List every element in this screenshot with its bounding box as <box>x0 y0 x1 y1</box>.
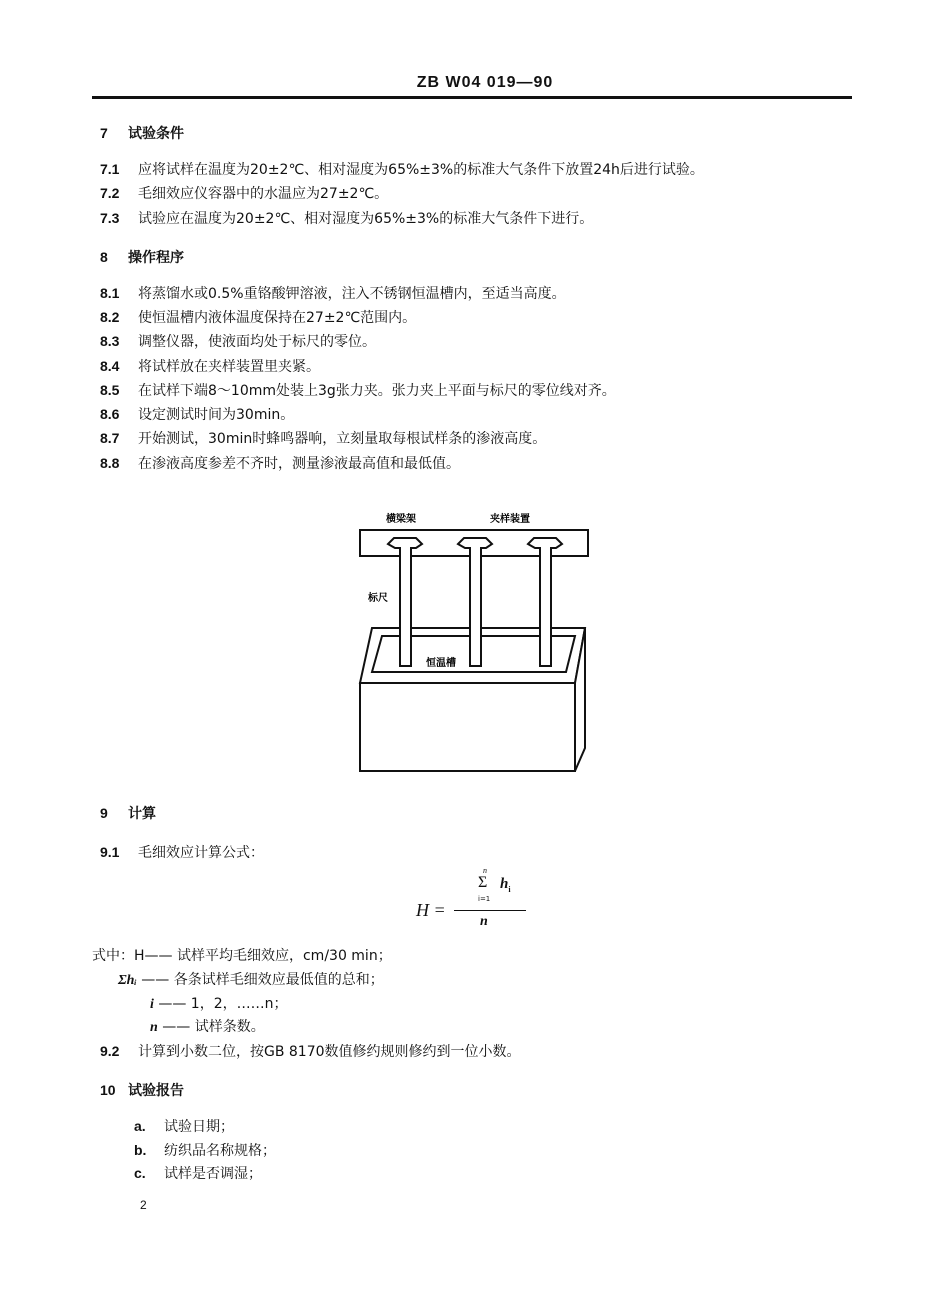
where-line-H <box>92 947 392 965</box>
clause-text: 调整仪器，使液面均处于标尺的零位。 <box>138 334 376 350</box>
where-text: —— 1，2，……n； <box>158 996 288 1012</box>
standard-code-header: ZB W04 019—90 <box>416 74 554 91</box>
item-text: 试样是否调湿； <box>164 1166 262 1182</box>
clause-number: 7.2 <box>100 185 120 201</box>
where-text: —— 各条试样毛细效应最低值的总和； <box>141 972 384 988</box>
sum-symbol: Σ <box>478 874 488 891</box>
where-line-i <box>150 995 287 1014</box>
clause-number: 8.5 <box>100 382 120 398</box>
clause-text: 毛细效应仪容器中的水温应为27±2℃。 <box>138 186 389 202</box>
clause-text: 在渗液高度参差不齐时，测量渗液最高值和最低值。 <box>138 456 460 472</box>
label-scale: 标尺 <box>368 593 388 604</box>
clause-number: 8.8 <box>100 455 120 471</box>
where-symbol: Σhᵢ <box>118 973 137 988</box>
sum-lower-limit: i=1 <box>478 895 491 903</box>
report-item-a <box>134 1117 234 1136</box>
clause-number: 8.1 <box>100 285 120 301</box>
sum-term <box>500 876 511 894</box>
clause-number: 8.6 <box>100 406 120 422</box>
section-10-heading <box>100 1081 184 1100</box>
where-symbol: 式中：H <box>92 948 145 964</box>
page-number: 2 <box>140 1198 147 1212</box>
section-9-heading <box>100 804 156 823</box>
item-letter: a. <box>134 1118 146 1134</box>
clause-9-1 <box>100 843 264 862</box>
label-bath: 恒温槽 <box>426 658 456 669</box>
term-subscript: i <box>508 885 511 894</box>
report-item-c <box>134 1164 262 1183</box>
where-symbol: i <box>150 997 154 1012</box>
clause-9-2 <box>100 1042 521 1061</box>
section-title: 试验报告 <box>128 1083 184 1099</box>
clause-text: 在试样下端8～10mm处装上3g张力夹。张力夹上平面与标尺的零位线对齐。 <box>138 383 616 399</box>
item-text: 纺织品名称规格； <box>164 1143 276 1159</box>
item-text: 试验日期； <box>164 1119 234 1135</box>
item-letter: c. <box>134 1165 146 1181</box>
clause-text: 试验应在温度为20±2℃、相对湿度为65%±3%的标准大气条件下进行。 <box>138 211 594 227</box>
clause-text: 使恒温槽内液体温度保持在27±2℃范围内。 <box>138 310 417 326</box>
section-number: 9 <box>100 805 108 821</box>
sum-upper-limit: n <box>483 866 487 875</box>
formula-denominator: n <box>480 914 488 929</box>
clause-number: 8.7 <box>100 430 120 446</box>
label-beam: 横梁架 <box>386 514 416 525</box>
item-letter: b. <box>134 1142 147 1158</box>
clause-number: 8.2 <box>100 309 120 325</box>
where-text: —— 试样条数。 <box>162 1019 265 1035</box>
section-number: 10 <box>100 1082 116 1098</box>
clause-text: 设定测试时间为30min。 <box>138 407 295 423</box>
clause-number: 8.4 <box>100 358 120 374</box>
where-line-n <box>150 1018 265 1037</box>
clause-text: 应将试样在温度为20±2℃、相对湿度为65%±3%的标准大气条件下放置24h后进行试验。 <box>138 162 704 178</box>
fraction-bar <box>454 910 526 911</box>
section-title: 计算 <box>128 806 156 822</box>
section-number: 8 <box>100 249 108 265</box>
section-title: 试验条件 <box>128 126 184 142</box>
label-clamp: 夹样装置 <box>490 514 530 525</box>
where-text: —— 试样平均毛细效应，cm/30 min； <box>144 948 392 964</box>
clause-number: 7.3 <box>100 210 120 226</box>
clause-number: 7.1 <box>100 161 120 177</box>
where-line-sum <box>118 971 384 990</box>
term-h: h <box>500 876 509 892</box>
formula-lhs: H = <box>416 900 446 920</box>
clause-number: 8.3 <box>100 333 120 349</box>
clause-text: 毛细效应计算公式： <box>138 845 264 861</box>
where-symbol: n <box>150 1020 158 1035</box>
clause-text: 开始测试，30min时蜂鸣器响，立刻量取每根试样条的渗液高度。 <box>138 431 547 447</box>
section-title: 操作程序 <box>128 250 184 266</box>
clause-text: 将蒸馏水或0.5%重铬酸钾溶液，注入不锈钢恒温槽内，至适当高度。 <box>138 286 566 302</box>
clause-text: 将试样放在夹样装置里夹紧。 <box>138 359 320 375</box>
clause-number: 9.2 <box>100 1043 120 1059</box>
clause-number: 9.1 <box>100 844 120 860</box>
section-number: 7 <box>100 125 108 141</box>
report-item-b <box>134 1141 276 1160</box>
clause-text: 计算到小数二位，按GB 8170数值修约规则修约到一位小数。 <box>138 1044 521 1060</box>
bath-front-face <box>360 683 575 771</box>
